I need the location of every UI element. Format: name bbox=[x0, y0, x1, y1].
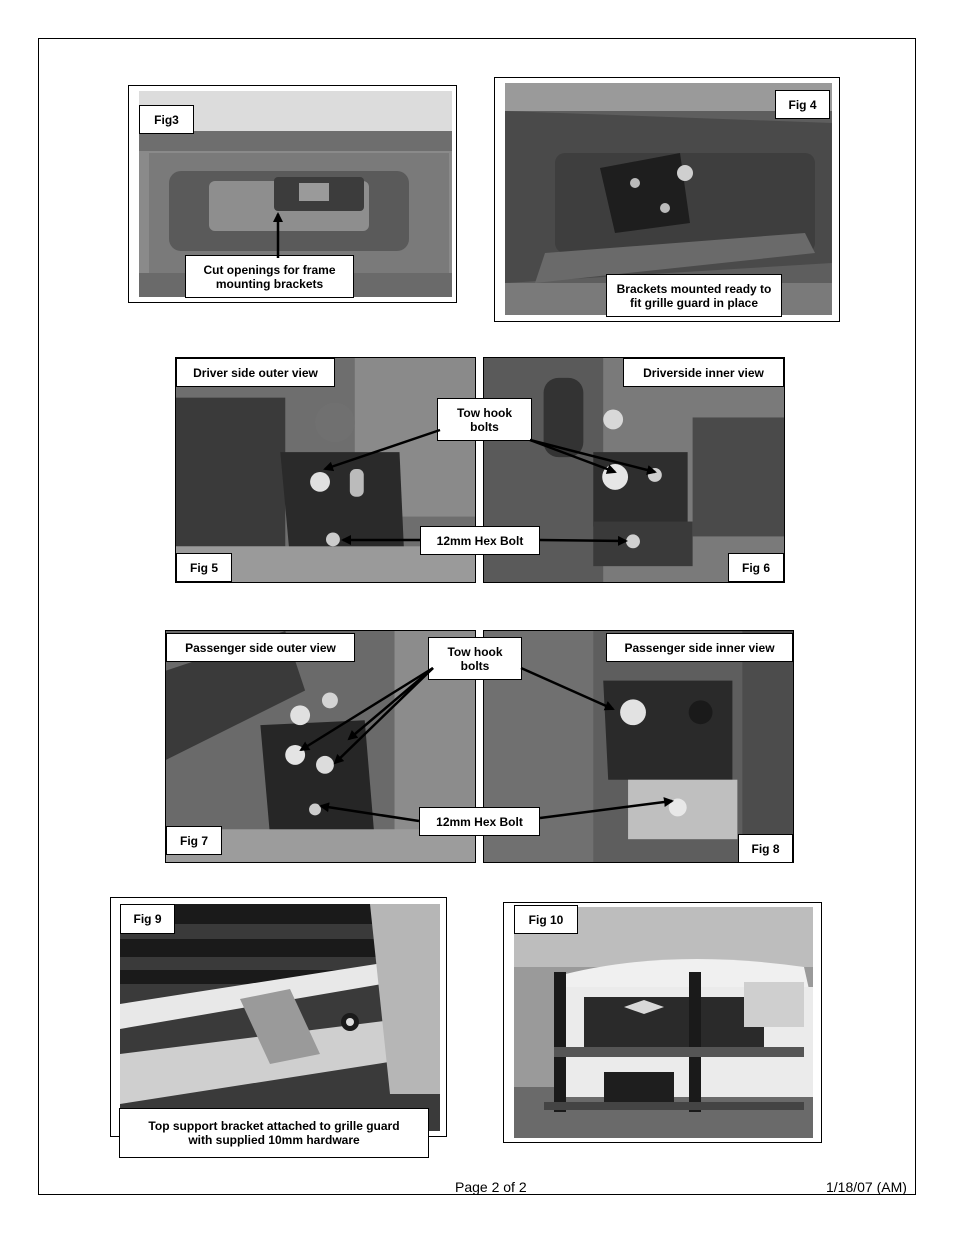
hex-bolt-callout-bottom: 12mm Hex Bolt bbox=[419, 807, 540, 836]
fig9-photo bbox=[120, 904, 440, 1131]
fig10-tag: Fig 10 bbox=[514, 905, 578, 934]
fig4-tag: Fig 4 bbox=[775, 90, 830, 119]
fig8-title: Passenger side inner view bbox=[606, 633, 793, 662]
fig5-title: Driver side outer view bbox=[176, 358, 335, 387]
tow-hook-bolts-callout-top: Tow hook bolts bbox=[437, 398, 532, 441]
fig9-tag: Fig 9 bbox=[120, 904, 175, 934]
fig5-tag: Fig 5 bbox=[176, 553, 232, 582]
fig6-tag: Fig 6 bbox=[728, 553, 784, 582]
hex-bolt-callout-top: 12mm Hex Bolt bbox=[420, 526, 540, 555]
fig9-caption: Top support bracket attached to grille guard with supplied 10mm hardware bbox=[119, 1108, 429, 1158]
fig10-photo bbox=[514, 907, 813, 1138]
page-number: Page 2 of 2 bbox=[455, 1179, 527, 1195]
fig7-tag: Fig 7 bbox=[166, 826, 222, 855]
fig7-title: Passenger side outer view bbox=[166, 633, 355, 662]
fig3-caption: Cut openings for frame mounting brackets bbox=[185, 255, 354, 298]
tow-hook-bolts-callout-bottom: Tow hook bolts bbox=[428, 637, 522, 680]
fig6-title: Driverside inner view bbox=[623, 358, 784, 387]
fig3-tag: Fig3 bbox=[139, 105, 194, 134]
fig8-tag: Fig 8 bbox=[738, 834, 793, 863]
document-date: 1/18/07 (AM) bbox=[826, 1179, 907, 1195]
fig4-caption: Brackets mounted ready to fit grille guard in place bbox=[606, 274, 782, 317]
